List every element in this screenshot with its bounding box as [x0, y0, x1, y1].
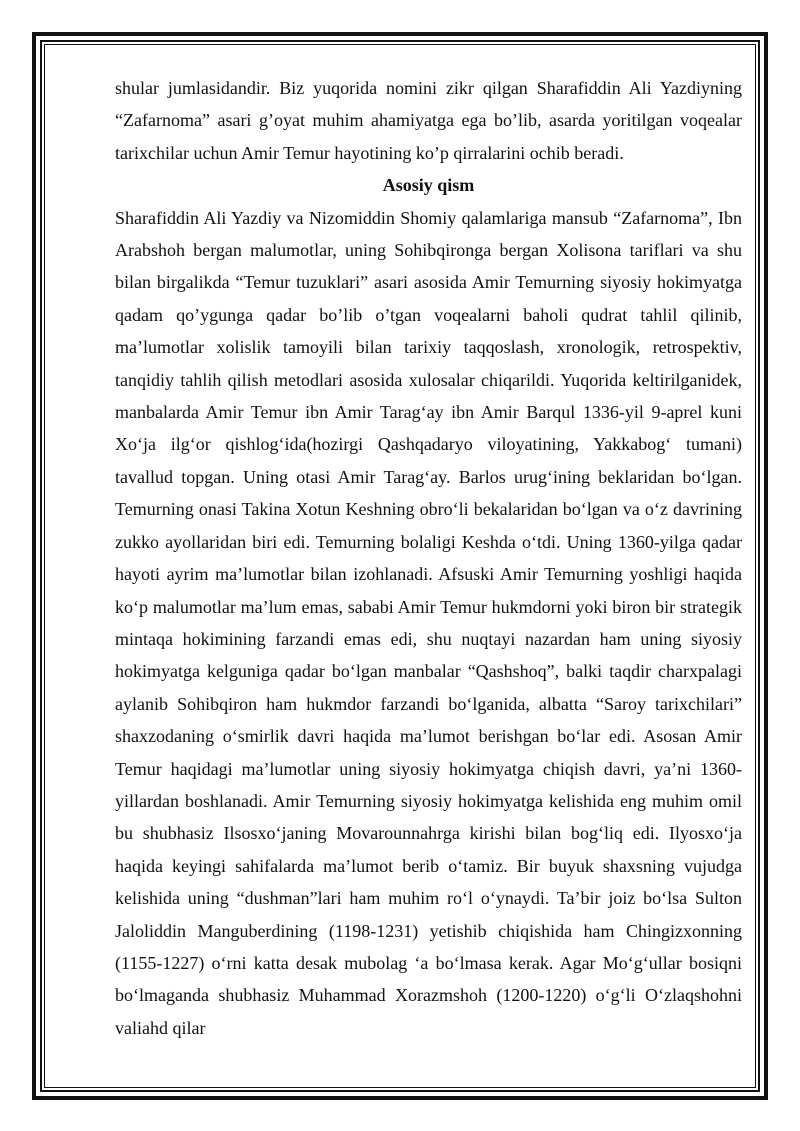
intro-paragraph: shular jumlasidandir. Biz yuqorida nomini zikr qilgan Sharafiddin Ali Yazdiyning “Zafarnoma” asari g’oyat muhim ahamiyatga ega bo’lib, asarda yoritilgan voqealar tarixchilar uchun Amir Temur hayotining ko’p qirralarini ochib beradi. [115, 78, 742, 163]
main-paragraph: Sharafiddin Ali Yazdiy va Nizomiddin Shomiy qalamlariga mansub “Zafarnoma”, Ibn Arabshoh bergan malumotlar, uning Sohibqironga bergan Xolisona tariflari va shu bilan birgalikda “Temur tuzuklari” asari asosida Amir Temurning siyosiy hokimyatga qadam qo’ygunga qadar bo’lib o’tgan voqealarni baholi qudrat tahlil qilinib, ma’lumotlar xolislik tamoyili bilan tarixiy taqqoslash, xronologik, retrospektiv, tanqidiy tahlih qilish metodlari asosida xulosalar chiqarildi. Yuqorida keltirilganidek, manbalarda Amir Temur ibn Amir Tarag‘ay ibn Amir Barqul 1336-yil 9-aprel kuni Xo‘ja ilg‘or qishlog‘ida(hozirgi Qashqadaryo viloyatining, Yakkabog‘ tumani) tavallud topgan. Uning otasi Amir Tarag‘ay. Barlos urug‘ining beklaridan bo‘lgan. Temurning onasi Takina Xotun Keshning obro‘li bekalaridan bo‘lgan va o‘z davrining zukko ayollaridan biri edi. Temurning bolaligi Keshda o‘tdi. Uning 1360-yilga qadar hayoti ayrim ma’lumotlar bilan izohlanadi. Afsuski Amir Temurning yoshligi haqida ko‘p malumotlar ma’lum emas, sababi Amir Temur hukmdorni yoki biron bir strategik mintaqa hokimining farzandi emas edi, shu nuqtayi nazardan ham uning siyosiy hokimyatga kelguniga qadar bo‘lgan manbalar “Qashshoq”, balki taqdir charxpalagi aylanib Sohibqiron ham hukmdor farzandi bo‘lganida, albatta “Saroy tarixchilari” shaxzodaning o‘smirlik davri haqida ma’lumot berishgan bo‘lar edi. Asosan Amir Temur haqidagi ma’lumotlar uning siyosiy hokimyatga chiqish davri, ya’ni 1360-yillardan boshlanadi. Amir Temurning siyosiy hokimyatga kelishida eng muhim omil bu shubhasiz Ilsosxo‘janing Movarounnahrga kirishi bilan bog‘liq edi. Ilyosxo‘ja haqida keyingi sahifalarda ma’lumot berib o‘tamiz. Bir buyuk shaxsning vujudga kelishida uning “dushman”lari ham muhim ro‘l o‘ynaydi. Ta’bir joiz bo‘lsa Sulton Jaloliddin Manguberdining (1198-1231) yetishib chiqishida ham Chingizxonning (1155-1227) o‘rni katta desak mubolag ‘a bo‘lmasa kerak. Agar Mo‘g‘ullar bosiqni bo‘lmaganda shubhasiz Muhammad Xorazmshoh (1200-1220) o‘g‘li O‘zlaqshohni valiahd qilar [115, 207, 742, 1038]
section-heading: Asosiy qism [382, 175, 475, 196]
document-body [115, 72, 742, 1044]
